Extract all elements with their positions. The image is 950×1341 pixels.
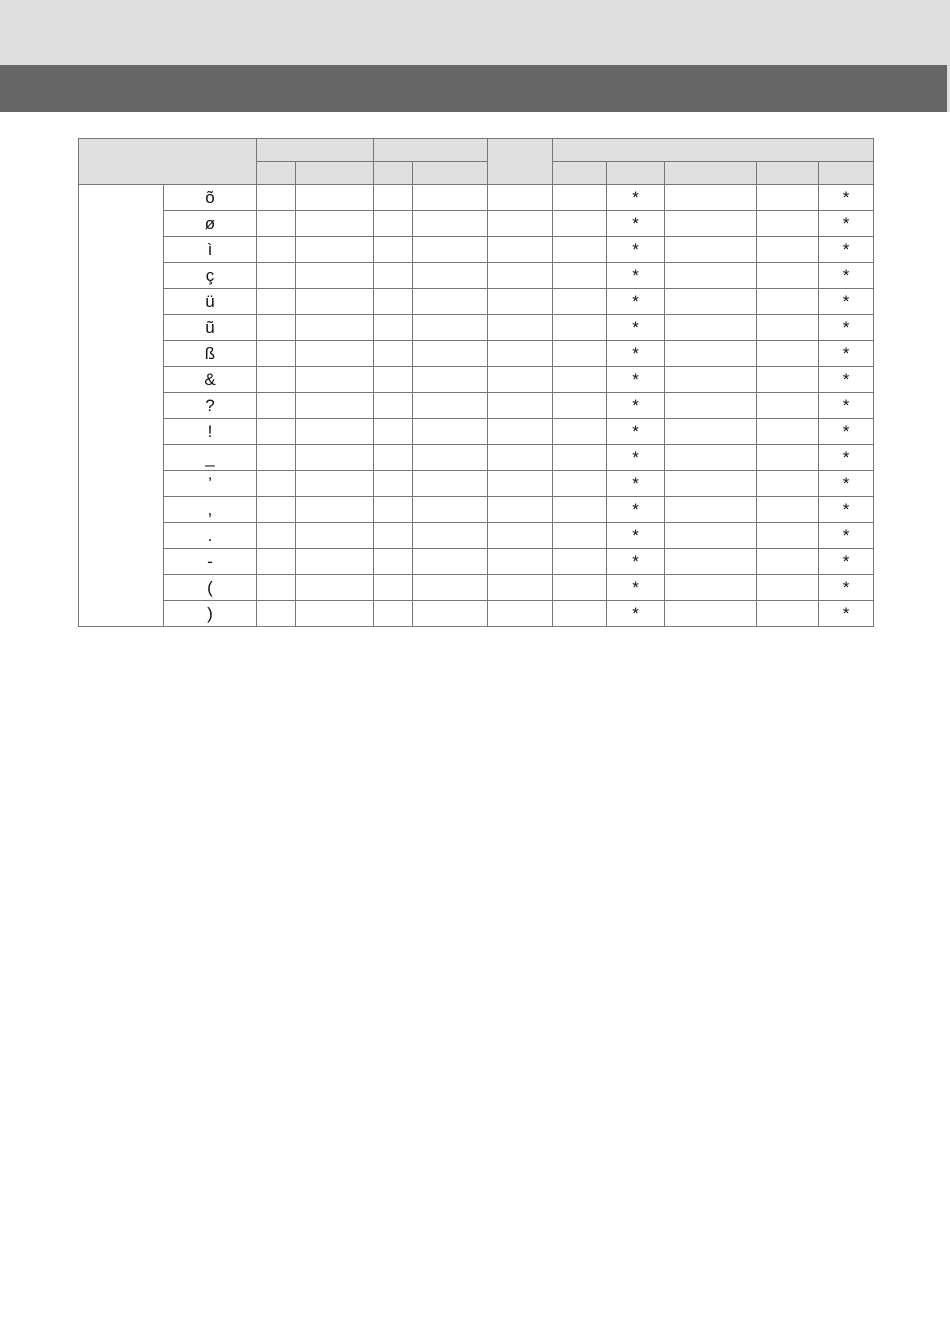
header-subcell [665,162,757,185]
empty-cell [374,341,413,367]
empty-cell [413,367,488,393]
header-cell-character [79,139,257,185]
table-row [79,471,874,497]
character-cell: ? [164,393,257,419]
empty-cell [553,263,607,289]
asterisk-mark: * [607,549,665,575]
empty-cell [374,549,413,575]
empty-cell [488,575,553,601]
header-subcell [757,162,819,185]
header-subcell [553,162,607,185]
empty-cell [553,471,607,497]
header-subcell [413,162,488,185]
header-subcell [607,162,665,185]
header-cell-group-a [257,139,374,162]
empty-cell [553,419,607,445]
empty-cell [374,211,413,237]
asterisk-mark: * [607,393,665,419]
header-subcell [296,162,374,185]
asterisk-mark: * [819,315,874,341]
empty-cell [553,445,607,471]
empty-cell [553,523,607,549]
empty-cell [757,367,819,393]
empty-cell [757,211,819,237]
table-row [79,419,874,445]
asterisk-mark: * [607,237,665,263]
empty-cell [413,497,488,523]
empty-cell [553,549,607,575]
empty-cell [553,601,607,627]
empty-cell [665,523,757,549]
asterisk-mark: * [607,445,665,471]
empty-cell [296,523,374,549]
empty-cell [488,211,553,237]
character-table [78,138,874,627]
asterisk-mark: * [607,185,665,211]
empty-cell [665,549,757,575]
asterisk-mark: * [607,211,665,237]
empty-cell [553,393,607,419]
empty-cell [296,289,374,315]
empty-cell [757,471,819,497]
empty-cell [488,289,553,315]
empty-cell [413,315,488,341]
empty-cell [488,185,553,211]
empty-cell [757,523,819,549]
asterisk-mark: * [819,263,874,289]
character-cell: , [164,497,257,523]
empty-cell [757,601,819,627]
empty-cell [413,549,488,575]
empty-cell [374,367,413,393]
empty-cell [665,263,757,289]
section-title-bar [0,65,950,112]
empty-cell [553,575,607,601]
empty-cell [665,211,757,237]
asterisk-mark: * [819,471,874,497]
empty-cell [374,419,413,445]
asterisk-mark: * [607,341,665,367]
header-subcell [374,162,413,185]
empty-cell [488,341,553,367]
top-header-band [0,0,950,65]
empty-cell [257,341,296,367]
table-row [79,185,874,211]
character-cell: & [164,367,257,393]
empty-cell [488,419,553,445]
character-cell: ! [164,419,257,445]
empty-cell [488,549,553,575]
empty-cell [296,263,374,289]
empty-cell [665,185,757,211]
table-body [79,185,874,627]
asterisk-mark: * [819,575,874,601]
empty-cell [413,237,488,263]
character-cell: . [164,523,257,549]
character-cell: ü [164,289,257,315]
empty-cell [374,315,413,341]
empty-cell [488,237,553,263]
empty-cell [413,289,488,315]
empty-cell [374,497,413,523]
empty-cell [553,211,607,237]
empty-cell [374,289,413,315]
header-cell-single [488,139,553,185]
asterisk-mark: * [819,237,874,263]
empty-cell [488,471,553,497]
empty-cell [488,315,553,341]
empty-cell [757,497,819,523]
asterisk-mark: * [607,497,665,523]
empty-cell [296,367,374,393]
empty-cell [665,367,757,393]
asterisk-mark: * [819,367,874,393]
empty-cell [413,341,488,367]
table-row [79,523,874,549]
row-group-label [79,185,164,627]
empty-cell [488,393,553,419]
asterisk-mark: * [607,575,665,601]
empty-cell [257,601,296,627]
empty-cell [257,315,296,341]
empty-cell [413,445,488,471]
empty-cell [488,601,553,627]
empty-cell [257,471,296,497]
empty-cell [413,185,488,211]
empty-cell [257,211,296,237]
asterisk-mark: * [819,211,874,237]
character-cell: ( [164,575,257,601]
empty-cell [257,237,296,263]
empty-cell [665,419,757,445]
asterisk-mark: * [607,263,665,289]
character-cell: ì [164,237,257,263]
empty-cell [296,341,374,367]
table-row [79,393,874,419]
empty-cell [296,419,374,445]
empty-cell [296,185,374,211]
empty-cell [488,523,553,549]
empty-cell [757,237,819,263]
asterisk-mark: * [819,549,874,575]
table-row [79,341,874,367]
header-cell-group-c [553,139,874,162]
empty-cell [553,289,607,315]
table-row [79,445,874,471]
empty-cell [553,315,607,341]
character-cell: ũ [164,315,257,341]
asterisk-mark: * [607,601,665,627]
asterisk-mark: * [607,419,665,445]
empty-cell [374,575,413,601]
asterisk-mark: * [607,523,665,549]
empty-cell [413,211,488,237]
table-row [79,315,874,341]
empty-cell [757,445,819,471]
empty-cell [757,419,819,445]
character-cell: _ [164,445,257,471]
empty-cell [257,445,296,471]
character-cell: ø [164,211,257,237]
empty-cell [374,601,413,627]
empty-cell [374,185,413,211]
empty-cell [553,185,607,211]
empty-cell [257,289,296,315]
empty-cell [296,445,374,471]
table-row [79,497,874,523]
asterisk-mark: * [819,419,874,445]
empty-cell [757,263,819,289]
empty-cell [257,263,296,289]
table-row [79,211,874,237]
empty-cell [374,263,413,289]
empty-cell [553,341,607,367]
table-row [79,549,874,575]
table-row [79,601,874,627]
character-cell: ) [164,601,257,627]
asterisk-mark: * [819,497,874,523]
empty-cell [553,497,607,523]
empty-cell [374,523,413,549]
empty-cell [413,523,488,549]
empty-cell [665,315,757,341]
empty-cell [413,419,488,445]
table-row [79,237,874,263]
empty-cell [296,549,374,575]
empty-cell [296,575,374,601]
empty-cell [374,471,413,497]
empty-cell [488,263,553,289]
empty-cell [413,471,488,497]
empty-cell [757,393,819,419]
asterisk-mark: * [819,185,874,211]
empty-cell [374,237,413,263]
empty-cell [488,497,553,523]
empty-cell [757,549,819,575]
header-subcell [257,162,296,185]
empty-cell [413,601,488,627]
character-cell: õ [164,185,257,211]
empty-cell [665,237,757,263]
empty-cell [757,315,819,341]
empty-cell [257,367,296,393]
asterisk-mark: * [819,523,874,549]
character-cell: ß [164,341,257,367]
empty-cell [413,393,488,419]
asterisk-mark: * [819,601,874,627]
character-cell: - [164,549,257,575]
empty-cell [374,393,413,419]
empty-cell [665,341,757,367]
empty-cell [665,289,757,315]
header-subcell [819,162,874,185]
table-row [79,289,874,315]
empty-cell [296,211,374,237]
empty-cell [665,601,757,627]
empty-cell [296,497,374,523]
asterisk-mark: * [607,367,665,393]
empty-cell [665,471,757,497]
empty-cell [553,367,607,393]
empty-cell [296,601,374,627]
empty-cell [257,523,296,549]
character-cell: ç [164,263,257,289]
empty-cell [757,289,819,315]
asterisk-mark: * [819,289,874,315]
empty-cell [296,471,374,497]
empty-cell [257,549,296,575]
empty-cell [665,575,757,601]
empty-cell [296,315,374,341]
empty-cell [413,575,488,601]
empty-cell [257,393,296,419]
header-cell-group-b [374,139,488,162]
table-row [79,575,874,601]
empty-cell [665,445,757,471]
empty-cell [757,185,819,211]
empty-cell [665,393,757,419]
empty-cell [257,497,296,523]
asterisk-mark: * [607,471,665,497]
empty-cell [757,341,819,367]
table-row [79,367,874,393]
empty-cell [296,237,374,263]
asterisk-mark: * [819,393,874,419]
asterisk-mark: * [819,341,874,367]
empty-cell [257,419,296,445]
asterisk-mark: * [607,289,665,315]
empty-cell [296,393,374,419]
empty-cell [374,445,413,471]
empty-cell [553,237,607,263]
asterisk-mark: * [819,445,874,471]
asterisk-mark: * [607,315,665,341]
character-cell: ’ [164,471,257,497]
empty-cell [665,497,757,523]
table-row [79,263,874,289]
empty-cell [257,185,296,211]
empty-cell [257,575,296,601]
empty-cell [757,575,819,601]
empty-cell [488,367,553,393]
empty-cell [413,263,488,289]
empty-cell [488,445,553,471]
